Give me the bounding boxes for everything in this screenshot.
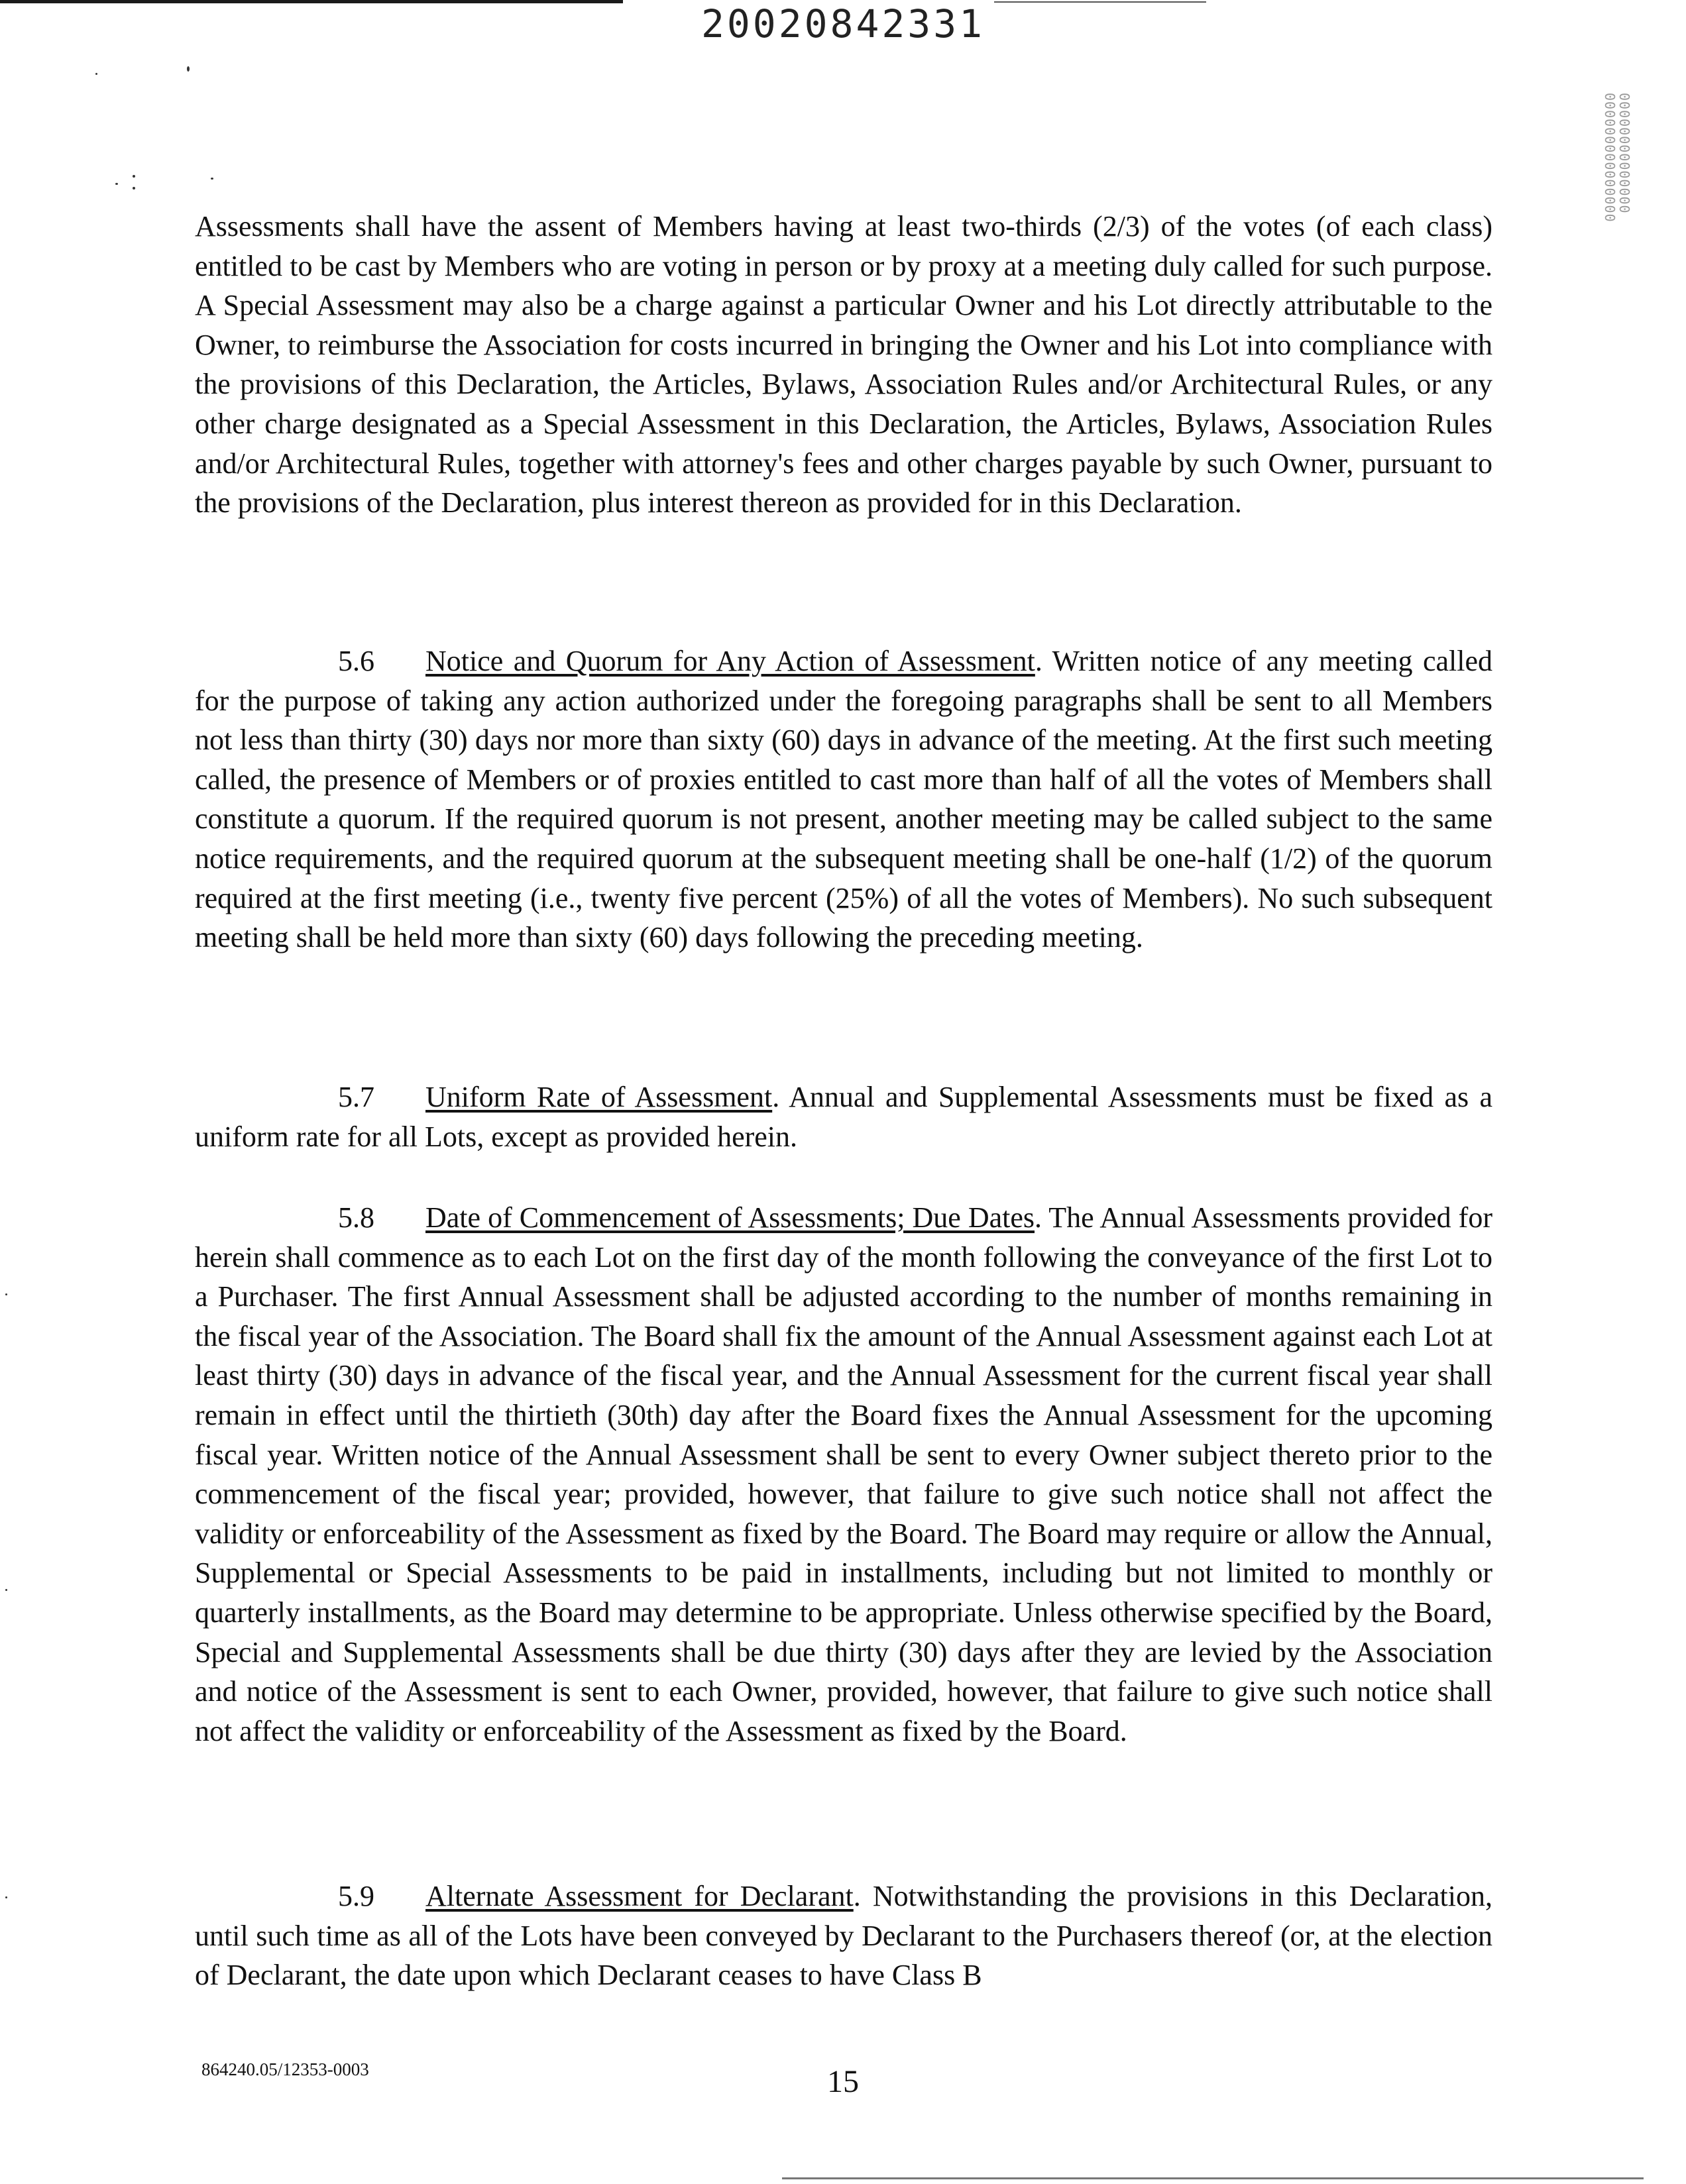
footer-document-id: 864240.05/12353-0003 [201,2059,369,2079]
page-number: 15 [827,2064,859,2099]
section-number: 5.9 [338,1880,374,1912]
section-text: . The Annual Assessments provided for herein shall commence as to each Lot on the first day of the month following the conveyance of the first Lot to a Purchaser. The first Annual Assessment shall be adjusted according to the number of months remaining in the fiscal year of the Association. The Board shall fix the amount of the Annual Assessment against each Lot at least thirty (30) days in advance of the fiscal year, and the Annual Assessment for the current fiscal year shall remain in effect until the thirtieth (30th) day after the Board fixes the Annual Assessment for the upcoming fiscal year. Written notice of the Annual Assessment shall be sent to every Owner subject thereto prior to the commencement of the fiscal year; provided, however, that failure to give such notice shall not affect the validity or enforceability of the Assessment as fixed by the Board. The Board may require or allow the Annual, Supplemental or Special Assessments to be paid in installments, including but not limited to monthly or quarterly installments, as the Board may determine to be appropriate. Unless otherwise specified by the Board, Special and Supplemental Assessments shall be due thirty (30) days after they are levied by the Association and notice of the Assessment is sent to each Owner, provided, however, that failure to give such notice shall not affect the validity or enforceability of the Assessment as fixed by the Board. [195,1201,1492,1747]
section-5-9 [195,1877,1492,1995]
section-5-8 [195,1198,1492,1751]
paragraph-text: Assessments shall have the assent of Members having at least two-thirds (2/3) of the votes (of each class) entitled to be cast by Members who are voting in person or by proxy at a meeting duly called for such purpose. A Special Assessment may also be a charge against a particular Owner and his Lot directly attributable to the Owner, to reimburse the Association for costs incurred in bringing the Owner and his Lot into compliance with the provisions of this Declaration, the Articles, Bylaws, Association Rules and/or Architectural Rules, or any other charge designated as a Special Assessment in this Declaration, the Articles, Bylaws, Association Rules and/or Architectural Rules, together with attorney's fees and other charges payable by such Owner, pursuant to the provisions of the Declaration, plus interest thereon as provided for in this Declaration. [195,210,1492,519]
section-title: Uniform Rate of Assessment [425,1081,773,1113]
scan-speck [5,1896,7,1898]
document-number: 20020842331 [701,1,985,46]
section-text: . Written notice of any meeting called for the purpose of taking any action authorized under the foregoing paragraphs shall be sent to all Members not less than thirty (30) days nor more than sixty (60) days in advance of the meeting. At the first such meeting called, the presence of Members or of proxies entitled to cast more than half of all the votes of Members shall constitute a quorum. If the required quorum is not present, another meeting may be called subject to the same notice requirements, and the required quorum at the subsequent meeting shall be one-half (1/2) of the quorum required at the first meeting (i.e., twenty five percent (25%) of all the votes of Members). No such subsequent meeting shall be held more than sixty (60) days following the preceding meeting. [195,645,1492,954]
section-text: . Notwithstanding the provisions in this Declaration, until such time as all of the Lots have been conveyed by Declarant to the Purchasers thereof (or, at the election of Declarant, the date upon which Declarant ceases to have Class B [195,1880,1492,1992]
section-number: 5.6 [338,645,374,677]
section-text: . Annual and Supplemental Assessments must be fixed as a uniform rate for all Lots, except as provided herein. [195,1081,1492,1153]
section-5-6 [195,641,1492,957]
scan-speck [133,187,135,190]
section-number: 5.7 [338,1081,374,1113]
section-title: Alternate Assessment for Declarant [425,1880,854,1912]
section-title: Notice and Quorum for Any Action of Assessment [425,645,1035,677]
scan-speck [133,175,135,178]
paragraph-continuation [195,207,1492,523]
scan-speck [5,1589,7,1591]
section-title: Date of Commencement of Assessments; Due Dates [425,1201,1035,1234]
margin-stamp: 00000000000000 000000000000000 [1602,93,1632,223]
bottom-rule [782,2177,1644,2179]
section-5-7 [195,1077,1492,1156]
scan-speck [187,66,190,72]
scan-speck [211,178,213,180]
scan-speck [5,1293,7,1295]
section-number: 5.8 [338,1201,374,1234]
scan-speck [95,73,97,75]
scan-speck [115,183,118,185]
